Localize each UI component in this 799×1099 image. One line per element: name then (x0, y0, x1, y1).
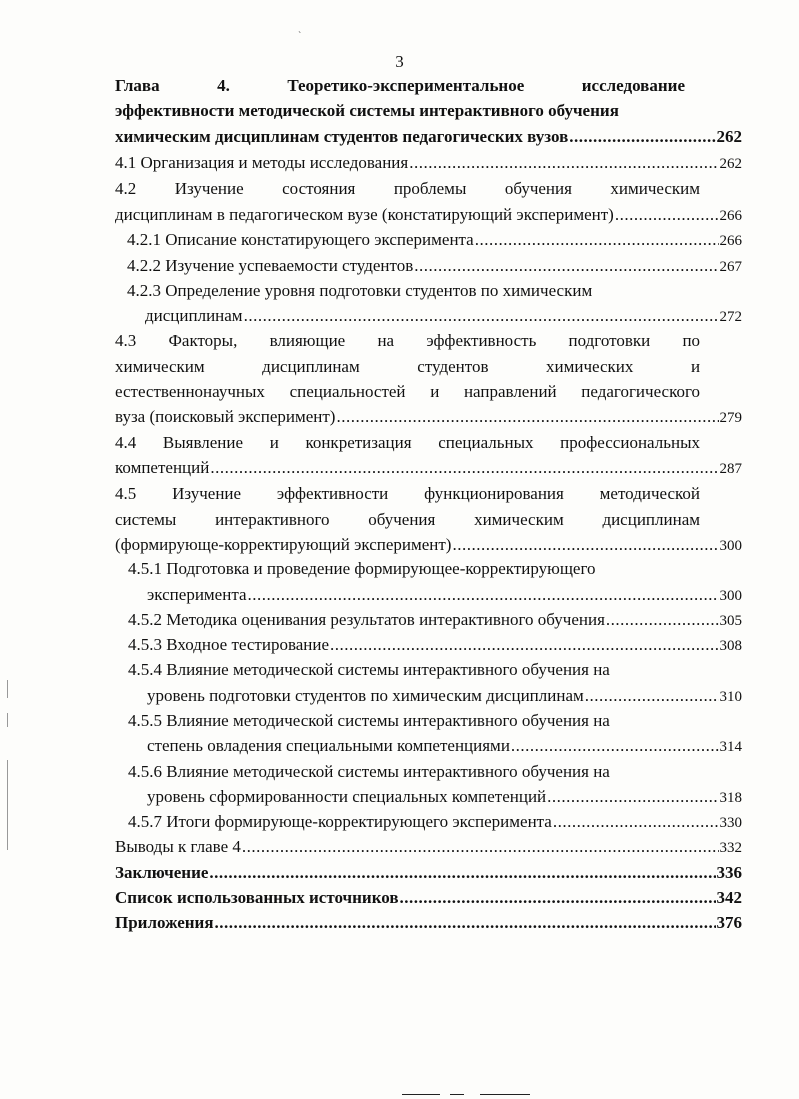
chapter-title-line-2: эффективности методической системы интерактивного обучения (115, 101, 619, 120)
toc-entry-4-2-3[interactable]: дисциплинам ..... 272 (145, 305, 742, 328)
toc-entry-4-2-3-line-1: 4.2.3 Определение уровня подготовки студентов по химическим (127, 281, 593, 300)
toc-entry-appendices[interactable]: Приложения ..... 376 (115, 912, 742, 934)
toc-entry-4-2-line-1: 4.2 Изучение состояния проблемы обучения химическим (115, 179, 701, 198)
toc-entry-4-2[interactable]: дисциплинам в педагогическом вузе (констатирующий эксперимент) ..... 266 (115, 204, 742, 227)
toc-entry-4-1[interactable]: 4.1 Организация и методы исследования ..... 262 (115, 152, 742, 175)
toc-entry-4-3-line-3: естественнонаучных специальностей и направлений педагогического (115, 382, 701, 401)
toc-entry-4-5-5[interactable]: степень овладения специальными компетенциями ..... 314 (147, 735, 742, 758)
toc-entry-4-5-1[interactable]: эксперимента ..... 300 (147, 584, 742, 607)
toc-entry-4-3-line-1: 4.3 Факторы, влияющие на эффективность подготовки по (115, 331, 701, 350)
toc-entry-4-3-line-2: химическим дисциплинам студентов химических и (115, 357, 701, 376)
toc-entry-4-3[interactable]: вуза (поисковый эксперимент) ..... 279 (115, 406, 742, 429)
scan-line (450, 1094, 464, 1095)
toc-entry-4-2-2[interactable]: 4.2.2 Изучение успеваемости студентов ..... 267 (127, 255, 742, 278)
chapter-title-line-1: Глава 4. Теоретико-экспериментальное исследование (115, 76, 685, 95)
toc-entry-4-5-7[interactable]: 4.5.7 Итоги формирующе-корректирующего эксперимента ..... 330 (128, 811, 742, 834)
toc-entry-4-5-1-line-1: 4.5.1 Подготовка и проведение формирующее-корректирующего (128, 559, 596, 578)
scan-line (480, 1094, 530, 1095)
toc-entry-4-5[interactable]: (формирующе-корректирующий эксперимент) ..... 300 (115, 534, 742, 557)
toc-entry-4-5-4[interactable]: уровень подготовки студентов по химическим дисциплинам ..... 310 (147, 685, 742, 708)
toc-entry-4-5-2[interactable]: 4.5.2 Методика оценивания результатов интерактивного обучения ..... 305 (128, 609, 742, 632)
toc-entry-references[interactable]: Список использованных источников ..... 342 (115, 887, 742, 909)
toc-entry-4-5-6-line-1: 4.5.6 Влияние методической системы интерактивного обучения на (128, 762, 610, 781)
toc-entry-4-5-6[interactable]: уровень сформированности специальных компетенций ..... 318 (147, 786, 742, 809)
toc-entry-4-5-line-1: 4.5 Изучение эффективности функционирования методической (115, 484, 700, 503)
scan-mark (7, 713, 8, 727)
toc-entry-4-4[interactable]: компетенций ..... 287 (115, 457, 742, 480)
toc-entry-4-5-5-line-1: 4.5.5 Влияние методической системы интерактивного обучения на (128, 711, 610, 730)
scan-line (402, 1094, 440, 1095)
toc-entry-4-2-1[interactable]: 4.2.1 Описание констатирующего эксперимента ..... 266 (127, 229, 742, 252)
scan-mark (7, 760, 8, 850)
scan-speck: ` (298, 31, 302, 42)
toc-entry-4-5-line-2: системы интерактивного обучения химическим дисциплинам (115, 510, 701, 529)
chapter-title-line-3[interactable]: химическим дисциплинам студентов педагогических вузов ..... 262 (115, 126, 742, 148)
toc-entry-4-5-3[interactable]: 4.5.3 Входное тестирование ..... 308 (128, 634, 742, 657)
toc-entry-conclusion[interactable]: Заключение ..... 336 (115, 862, 742, 884)
toc-entry-4-5-4-line-1: 4.5.4 Влияние методической системы интерактивного обучения на (128, 660, 610, 679)
toc-entry-conclusions-4[interactable]: Выводы к главе 4 ..... 332 (115, 836, 742, 859)
scan-mark (7, 680, 8, 698)
page-number: 3 (395, 52, 404, 71)
toc-entry-4-4-line-1: 4.4 Выявление и конкретизация специальных профессиональных (115, 433, 700, 452)
